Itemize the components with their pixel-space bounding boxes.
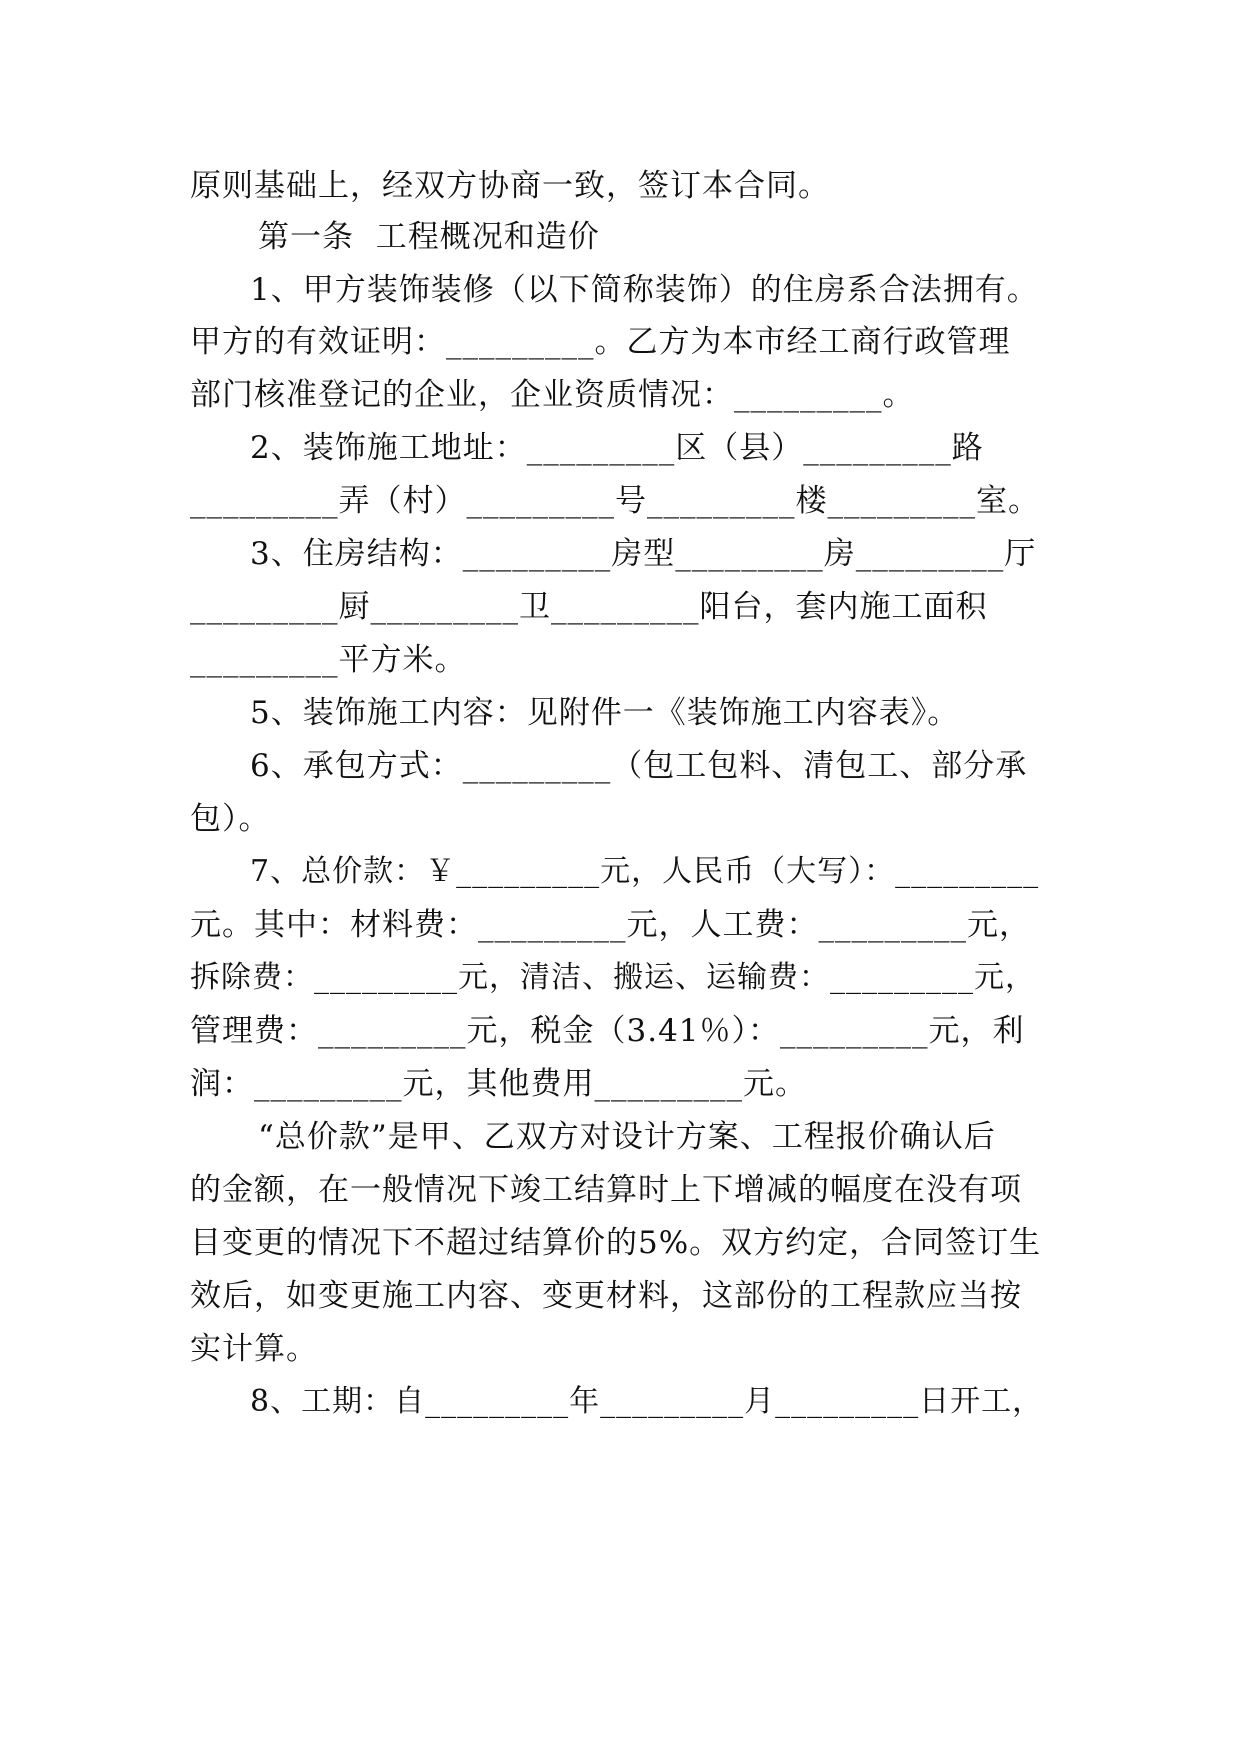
text-line: 部门核准登记的企业，企业资质情况：_________。 [190, 377, 915, 413]
text-line: 2、装饰施工地址：_________区（县）_________路 [250, 430, 984, 466]
text-line: _________弄（村）_________号_________楼_________室。 [190, 483, 1040, 519]
text-line: 的金额，在一般情况下竣工结算时上下增减的幅度在没有项 [190, 1172, 1022, 1208]
text-line: 1、甲方装饰装修（以下简称装饰）的住房系合法拥有。 [250, 272, 1039, 308]
text-line: 原则基础上，经双方协商一致，签订本合同。 [190, 168, 830, 204]
text-line: 效后，如变更施工内容、变更材料，这部份的工程款应当按 [190, 1278, 1022, 1314]
text-line: 7、总价款：￥_________元，人民币（大写）：_________ [250, 854, 1040, 889]
text-line: _________平方米。 [190, 642, 467, 678]
text-line: 拆除费：_________元，清洁、搬运、运输费：_________元， [190, 960, 1036, 995]
text-line: 实计算。 [190, 1331, 318, 1367]
text-line: 3、住房结构：_________房型_________房_________厅 [250, 536, 1037, 572]
text-line: “总价款”是甲、乙双方对设计方案、工程报价确认后 [258, 1119, 996, 1155]
text-line: _________厨_________卫_________阳台，套内施工面积 [190, 589, 988, 625]
text-line: 8、工期：自_________年_________月_________日开工， [250, 1384, 1044, 1419]
text-line: 甲方的有效证明：_________。乙方为本市经工商行政管理 [190, 324, 1011, 360]
text-line: 管理费：_________元，税金（3.41％）：_________元，利 [190, 1013, 1025, 1049]
text-line: 5、装饰施工内容：见附件一《装饰施工内容表》。 [250, 695, 960, 731]
text-line: 6、承包方式：_________（包工包料、清包工、部分承 [250, 748, 1028, 784]
text-line: 元。其中：材料费：_________元，人工费：_________元， [190, 907, 1031, 943]
article-heading: 第一条 工程概况和造价 [258, 219, 600, 255]
text-line: 润：_________元，其他费用_________元。 [190, 1066, 807, 1102]
text-line: 目变更的情况下不超过结算价的5%。双方约定，合同签订生 [190, 1225, 1042, 1261]
text-line: 包）。 [190, 801, 271, 837]
